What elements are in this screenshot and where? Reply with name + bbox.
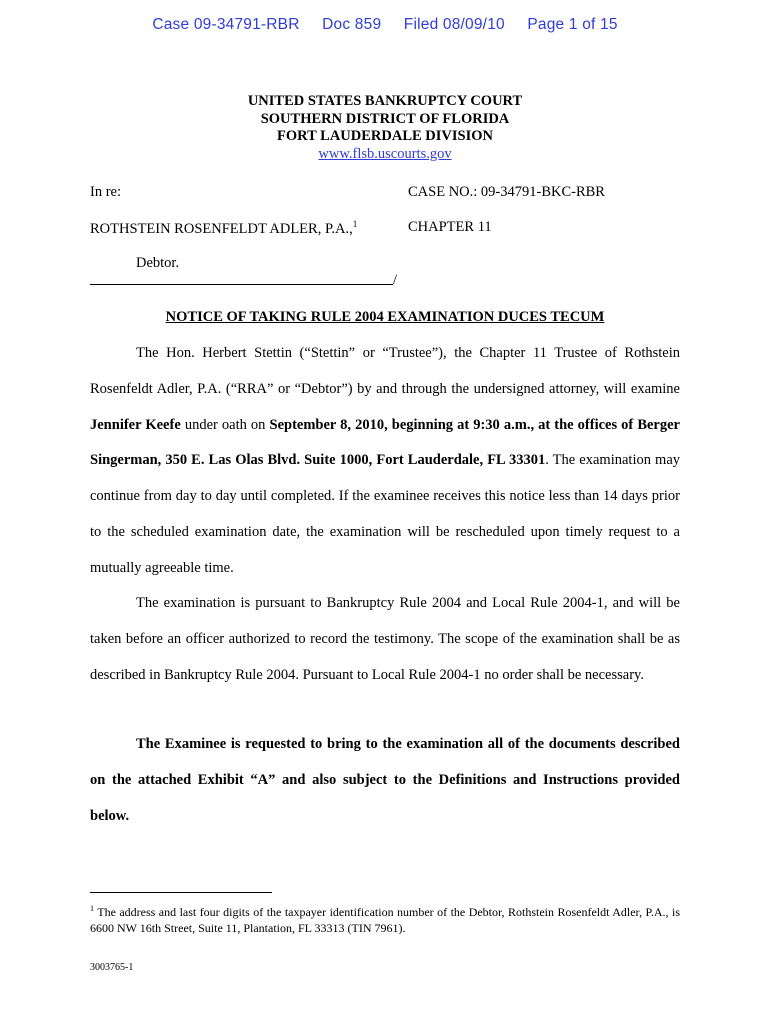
para2-text: The examination is pursuant to Bankruptcy Rule 2004 and Local Rule 2004-1, and will be taken before an officer authorized to record the testimony. The scope of the examination shall be as described in Bankruptcy Rule 2004. Pursuant to Local Rule 2004-1 no order shall be necessary. xyxy=(90,595,680,683)
case-number: CASE NO.: 09-34791-BKC-RBR xyxy=(408,184,605,200)
examinee-name: Jennifer Keefe xyxy=(90,416,181,433)
body-paragraph-3 xyxy=(90,727,680,834)
footnote-text: The address and last four digits of the taxpayer identification number of the Debtor, Rothstein Rosenfeldt Adler, P.A., is 6600 NW 16th Street, Suite 11, Plantation, FL 33313 (TIN 7961). xyxy=(90,905,680,935)
court-url-link[interactable]: www.flsb.uscourts.gov xyxy=(318,145,452,162)
para3-text: The Examinee is requested to bring to the examination all of the documents described on the attached Exhibit “A” and also subject to the Definitions and Instructions provided below. xyxy=(90,736,680,824)
stamp-doc: Doc 859 xyxy=(322,16,382,33)
court-line-3: FORT LAUDERDALE DIVISION xyxy=(277,128,493,144)
stamp-case: Case 09-34791-RBR xyxy=(152,16,300,33)
notice-title: NOTICE OF TAKING RULE 2004 EXAMINATION DUCES TECUM xyxy=(165,309,605,325)
court-line-2: SOUTHERN DISTRICT OF FLORIDA xyxy=(260,110,510,127)
footnote-rule xyxy=(90,892,272,893)
debtor-name xyxy=(90,219,357,238)
debtor-name-text: ROTHSTEIN ROSENFELDT ADLER, P.A., xyxy=(90,220,353,237)
body-paragraph-1 xyxy=(90,336,680,587)
para1-text-c: . The examination may continue from day to day until completed. If the examinee receives this notice less than 14 days prior to the scheduled examination date, the examination will be rescheduled upon timely request to a mutually agreeable time. xyxy=(90,452,681,576)
para1-text-a: The Hon. Herbert Stettin (“Stettin” or “Trustee”), the Chapter 11 Trustee of Rothstein Rosenfeldt Adler, P.A. (“RRA” or “Debtor”) by and through the undersigned attorney, will examine xyxy=(90,345,680,397)
footnote-ref: 1 xyxy=(352,219,358,229)
para1-text-b: under oath on xyxy=(180,416,270,433)
court-line-1: UNITED STATES BANKRUPTCY COURT xyxy=(247,93,523,109)
examination-time-place: September 8, 2010, beginning at 9:30 a.m., at the offices of Berger Singerman, 350 E. Las Olas Blvd. Suite 1000, Fort Lauderdale, FL 33301 xyxy=(90,416,680,469)
footnote xyxy=(90,901,680,936)
caption-rule xyxy=(90,284,393,285)
body-paragraph-2 xyxy=(90,586,680,693)
chapter-label: CHAPTER 11 xyxy=(408,219,492,235)
court-heading xyxy=(0,93,770,163)
debtor-label: Debtor. xyxy=(136,255,180,271)
stamp-filed: Filed 08/09/10 xyxy=(403,16,505,33)
document-id: 3003765-1 xyxy=(90,962,134,973)
ecf-header-stamp xyxy=(0,16,770,34)
caption-slash: / xyxy=(393,272,398,288)
stamp-page: Page 1 of 15 xyxy=(527,16,618,33)
in-re-label: In re: xyxy=(90,184,121,200)
footnote-marker: 1 xyxy=(90,904,94,913)
